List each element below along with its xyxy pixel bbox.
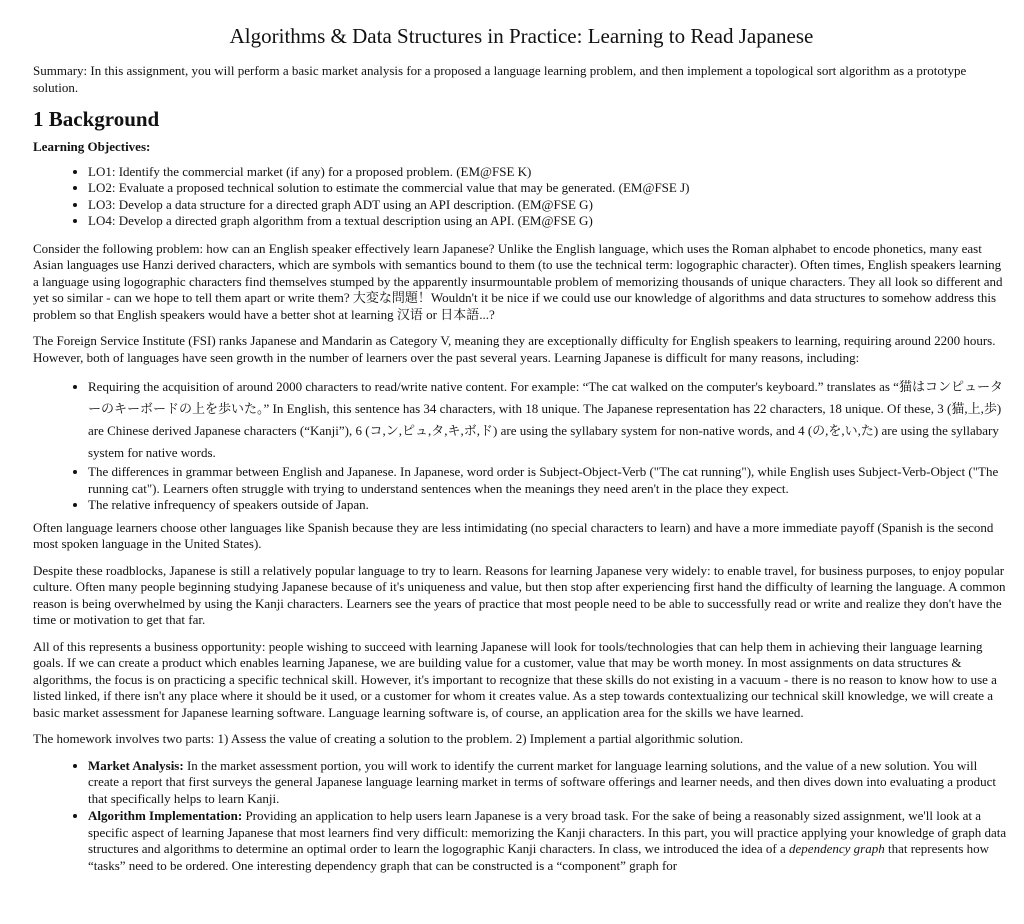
business-opportunity-paragraph: All of this represents a business opportunity: people wishing to succeed with learning Japanese will look for tools/technologies that can help them in achieving their language learning goals. If we can create a product which enables learning Japanese, we are building value for a customer, value that may be worth money. In most assignments on data structures & algorithms, the focus is on practicing a specific technical skill. However, it's important to recognize that these skills do not existing in a vacuum - there is no reason to know how to use a listed linked, if there isn't any place where it should be it used, or a customer for whom it creates value. As a step towards contextualizing our technical skill knowledge, we will create a basic market assessment for Japanese learning software. Language learning software is, of course, an application area for the skills we have learned.: [33, 638, 997, 720]
reason-item: • The differences in grammar between English and Japanese. In Japanese, word order is Subject-Object-Verb ("The cat running"), while English uses Subject-Verb-Object ("The running cat"). Learners often struggle with trying to understand sentences when the meanings they need aren't in the place they expect.: [88, 464, 1010, 497]
spanish-paragraph: Often language learners choose other languages like Spanish because they are less intimidating (no special characters to learn) and have a more immediate payoff (Spanish is the second most spoken language in the United States).: [33, 519, 994, 551]
objective-item: • LO4: Develop a directed graph algorithm from a textual description using an API. (EM@FSE G): [88, 213, 1010, 230]
objective-item: • LO1: Identify the commercial market (if any) for a proposed problem. (EM@FSE K): [88, 164, 1010, 181]
part-label: Algorithm Implementation:: [88, 808, 243, 823]
homework-parts-list: [33, 758, 1010, 875]
part-description: In the market assessment portion, you will work to identify the current market for language learning solutions, and the value of a new solution. You will create a report that first surveys the general Japanese language learning market in terms of software offerings and learner needs, and then dives down into evaluating a product that specifically helps to learn Kanji.: [88, 757, 996, 806]
problem-paragraph: Consider the following problem: how can an English speaker effectively learn Japanese? Unlike the English language, which uses the Roman alphabet to encode phonetics, many east Asian languages use Hanzi derived characters, which are symbols with semantics bound to them (to use the technical term: logographic character). Often times, English speakers learning a language using logographic characters find themselves stumped by the apparently insurmountable problem of memorizing thousands of unique characters. They all look so different and yet so similar - can we hope to tell them apart or write them? 大変な問題！Wouldn't it be nice if we could use our knowledge of algorithms and data structures to somehow address this problem so that English speakers would have a better shot at learning 汉语 or 日本語...?: [33, 240, 1003, 322]
page-title: Algorithms & Data Structures in Practice: Learning to Read Japanese: [229, 24, 814, 48]
part-item-algorithm-implementation: [88, 808, 1010, 874]
part-description-continued: that represents how “tasks” need to be ordered. One interesting dependency graph that can be constructed is a “component” graph for: [88, 841, 990, 873]
dependency-graph-term: dependency graph: [789, 841, 885, 856]
objective-item: • LO3: Develop a data structure for a directed graph ADT using an API description. (EM@FSE G): [88, 197, 1010, 214]
learning-objectives-heading: Learning Objectives:: [33, 139, 151, 154]
objective-item: • LO2: Evaluate a proposed technical solution to estimate the commercial value that may be generated. (EM@FSE J): [88, 180, 1010, 197]
part-item-market-analysis: [88, 758, 1010, 808]
part-description: Providing an application to help users learn Japanese is a very broad task. For the sake of being a reasonably sized assignment, we'll look at a specific aspect of learning Japanese that most learners find very difficult: memorizing the Kanji characters. In this part, you will practice applying your knowledge of graph data structures and algorithms to determine an optimal order to learn the logographic Kanji characters. In class, we introduced the idea of a: [88, 808, 1007, 856]
summary-paragraph: Summary: In this assignment, you will perform a basic market analysis for a proposed a language learning problem, and then implement a topological sort algorithm as a prototype solution.: [33, 63, 967, 95]
learning-objectives-list: [33, 164, 1010, 230]
fsi-paragraph: The Foreign Service Institute (FSI) ranks Japanese and Mandarin as Category V, meaning they are exceptionally difficulty for English speakers to learning, requiring around 2200 hours. However, both of languages have seen growth in the number of learners over the past several years. Learning Japanese is difficult for many reasons, including:: [33, 333, 996, 365]
homework-parts-paragraph: The homework involves two parts: 1) Assess the value of creating a solution to the problem. 2) Implement a partial algorithmic solution.: [33, 731, 744, 746]
roadblocks-paragraph: Despite these roadblocks, Japanese is still a relatively popular language to try to learn. Reasons for learning Japanese very widely: to enable travel, for business purposes, to enjoy popular culture. Often many people beginning studying Japanese because of it's uniqueness and value, but then stop after experiencing first hand the difficulty of learning the language. A common reason is being overwhelmed by using the Kanji characters. Learners see the years of practice that most people need to be able to successfully read or write and realize they don't have the time or motivation to get that far.: [33, 562, 1006, 627]
reason-item: • Requiring the acquisition of around 2000 characters to read/write native content. For example: “The cat walked on the computer's keyboard.” translates as “猫はコンピューターのキーボードの上を歩いた。” In English, this sentence has 34 characters, with 18 unique. The Japanese representation has 22 characters, 18 unique. Of these, 3 (猫,上,歩) are Chinese derived Japanese characters (“Kanji”), 6 (コ,ン,ピュ,タ,キ,ボ,ド) are using the syllabary system for non-native words, and 4 (の,を,い,た) are using the syllabary system for native words.: [88, 376, 1010, 464]
difficulty-reasons-list: [33, 376, 1010, 514]
part-label: Market Analysis:: [88, 757, 184, 773]
section-heading-background: 1 Background: [33, 107, 160, 131]
reason-item: • The relative infrequency of speakers outside of Japan.: [88, 497, 1010, 514]
